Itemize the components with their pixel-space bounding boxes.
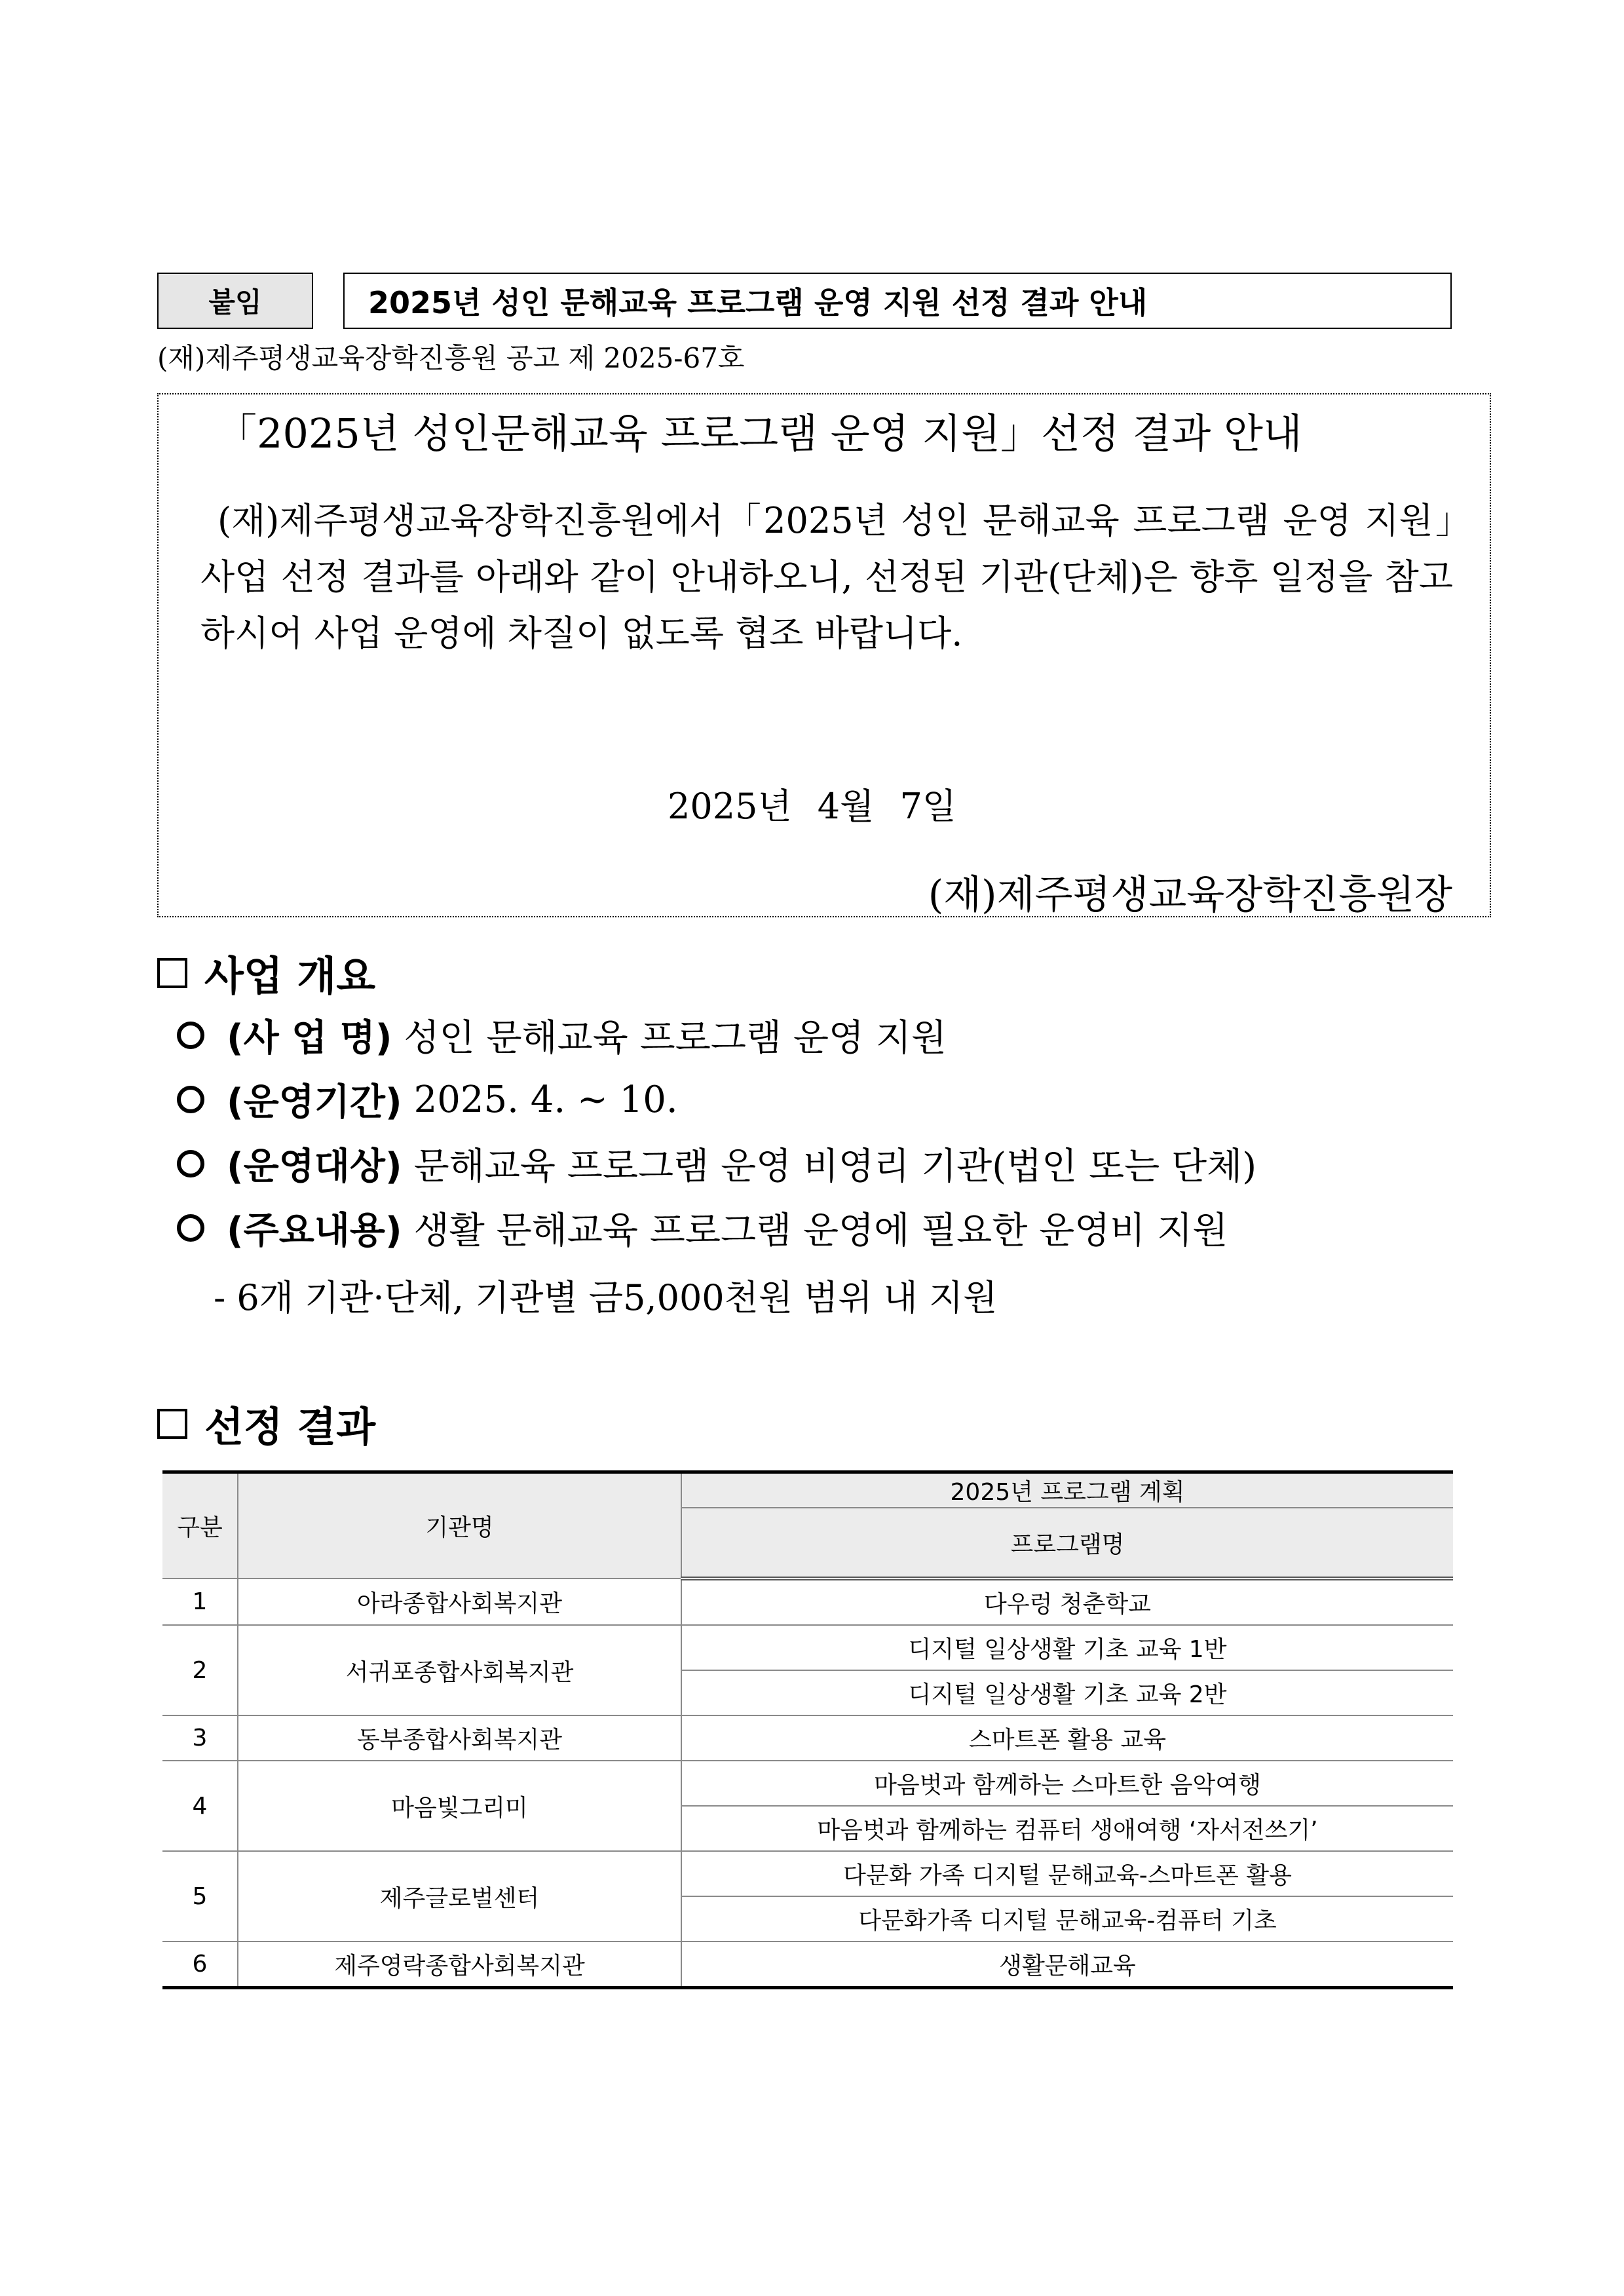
row-org: 아라종합사회복지관	[238, 1578, 681, 1625]
overview-item-label: (사 업 명)	[227, 1017, 392, 1060]
table-row	[162, 1578, 1453, 1625]
table-row	[162, 1715, 1453, 1761]
row-org: 동부종합사회복지관	[238, 1715, 681, 1761]
table-row	[162, 1625, 1453, 1670]
notice-issuer: (재)제주평생교육장학진흥원장	[928, 872, 1452, 918]
overview-item-value: 성인 문해교육 프로그램 운영 지원	[404, 1017, 947, 1060]
row-no: 4	[162, 1761, 238, 1851]
overview-heading	[157, 944, 375, 1002]
row-org: 마음빛그리미	[238, 1761, 681, 1851]
row-program: 마음벗과 함께하는 컴퓨터 생애여행 ‘자서전쓰기’	[681, 1806, 1453, 1851]
row-program: 디지털 일상생활 기초 교육 2반	[681, 1670, 1453, 1715]
row-no: 6	[162, 1942, 238, 1988]
overview-item	[177, 1073, 678, 1126]
overview-item-label: (운영대상)	[227, 1145, 402, 1188]
column-header-org: 기관명	[238, 1472, 681, 1579]
row-no: 1	[162, 1578, 238, 1625]
row-program: 스마트폰 활용 교육	[681, 1715, 1453, 1761]
square-bullet-icon	[157, 958, 187, 988]
row-program: 디지털 일상생활 기초 교육 1반	[681, 1625, 1453, 1670]
table-row	[162, 1761, 1453, 1806]
row-program: 다문화가족 디지털 문해교육-컴퓨터 기초	[681, 1896, 1453, 1942]
overview-item	[177, 1202, 1228, 1254]
results-heading	[157, 1394, 375, 1453]
row-org: 제주영락종합사회복지관	[238, 1942, 681, 1988]
attachment-tag: 붙임	[157, 273, 313, 329]
row-org: 서귀포종합사회복지관	[238, 1625, 681, 1715]
row-program: 다문화 가족 디지털 문해교육-스마트폰 활용	[681, 1851, 1453, 1896]
document-title: 2025년 성인 문해교육 프로그램 운영 지원 선정 결과 안내	[343, 273, 1452, 329]
row-org: 제주글로벌센터	[238, 1851, 681, 1942]
results-table	[162, 1470, 1453, 1989]
row-no: 2	[162, 1625, 238, 1715]
square-bullet-icon	[157, 1409, 187, 1439]
row-no: 3	[162, 1715, 238, 1761]
notice-number: (재)제주평생교육장학진흥원 공고 제 2025-67호	[157, 342, 745, 374]
row-program: 생활문해교육	[681, 1942, 1453, 1988]
overview-item	[177, 1009, 947, 1062]
circle-bullet-icon	[177, 1214, 204, 1242]
overview-heading-text: 사업 개요	[204, 952, 376, 1000]
circle-bullet-icon	[177, 1086, 204, 1113]
row-no: 5	[162, 1851, 238, 1942]
circle-bullet-icon	[177, 1022, 204, 1049]
notice-title: 「2025년 성인문해교육 프로그램 운영 지원」선정 결과 안내	[216, 410, 1302, 457]
row-program: 다우렁 청춘학교	[681, 1578, 1453, 1625]
results-heading-text: 선정 결과	[204, 1403, 376, 1451]
overview-item-label: (주요내용)	[227, 1210, 402, 1252]
table-row	[162, 1851, 1453, 1896]
overview-sub-item: - 6개 기관·단체, 기관별 금5,000천원 범위 내 지원	[214, 1277, 998, 1318]
notice-body	[200, 493, 1453, 662]
overview-item-value: 2025. 4. ~ 10.	[413, 1078, 678, 1121]
overview-item	[177, 1138, 1256, 1190]
notice-date: 2025년 4월 7일	[668, 786, 956, 827]
row-program: 마음벗과 함께하는 스마트한 음악여행	[681, 1761, 1453, 1806]
circle-bullet-icon	[177, 1150, 204, 1177]
overview-item-value: 문해교육 프로그램 운영 비영리 기관(법인 또는 단체)	[413, 1145, 1257, 1188]
column-header-program: 프로그램명	[681, 1508, 1453, 1578]
overview-item-label: (운영기간)	[227, 1081, 402, 1124]
column-header-plan-group: 2025년 프로그램 계획	[681, 1472, 1453, 1508]
column-header-no: 구분	[162, 1472, 238, 1579]
table-row	[162, 1942, 1453, 1988]
overview-item-value: 생활 문해교육 프로그램 운영에 필요한 운영비 지원	[413, 1210, 1228, 1252]
notice-body-text: (재)제주평생교육장학진흥원에서「2025년 성인 문해교육 프로그램 운영 지원」사업 선정 결과를 아래와 같이 안내하오니, 선정된 기관(단체)은 향후 일정을 참고하시어 사업 운영에 차질이 없도록 협조 바랍니다.	[200, 500, 1453, 654]
